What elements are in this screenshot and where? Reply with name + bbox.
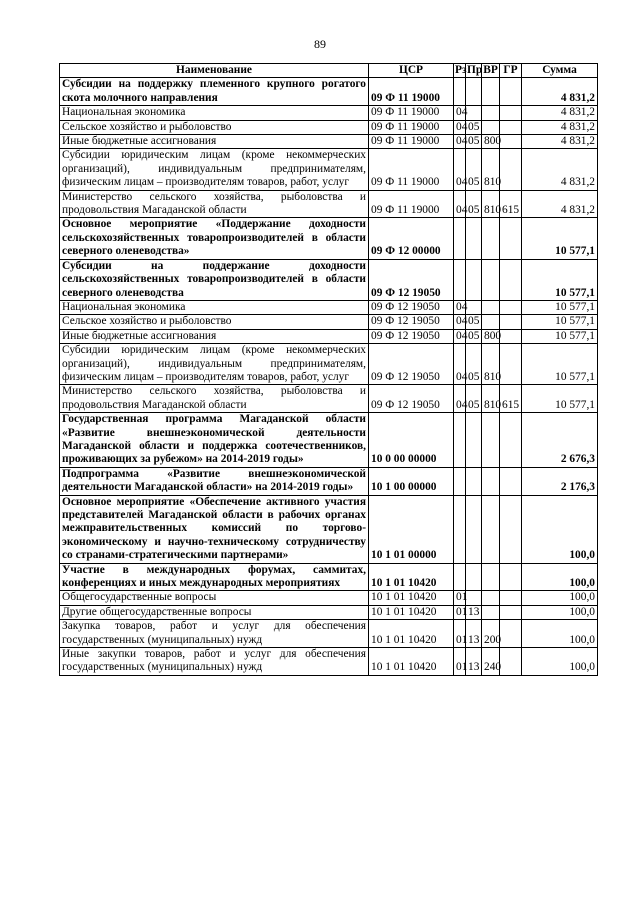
cell-name: Сельское хозяйство и рыболовство	[60, 120, 369, 134]
cell-gr	[500, 413, 522, 468]
cell-pr	[466, 78, 482, 106]
cell-pr	[466, 467, 482, 495]
cell-rz: 04	[454, 149, 466, 190]
table-row	[60, 78, 598, 106]
table-row	[60, 648, 598, 676]
cell-sum: 4 831,2	[522, 106, 598, 120]
cell-gr	[500, 329, 522, 343]
table-row	[60, 135, 598, 149]
budget-table	[59, 63, 598, 676]
header-pr: Пр	[467, 64, 483, 76]
cell-gr	[500, 344, 522, 385]
table-row	[60, 218, 598, 259]
cell-rz: 04	[454, 135, 466, 149]
cell-csr: 10 1 01 10420	[369, 648, 454, 676]
cell-sum: 10 577,1	[522, 259, 598, 300]
cell-pr: 13	[466, 620, 482, 648]
cell-name: Министерство сельского хозяйства, рыболовства и продовольствия Магаданской области	[60, 190, 369, 218]
table-row	[60, 467, 598, 495]
cell-csr: 09 Ф 12 19050	[369, 329, 454, 343]
cell-vr	[482, 591, 500, 605]
cell-gr	[500, 591, 522, 605]
cell-pr	[466, 591, 482, 605]
cell-vr: 800	[482, 135, 500, 149]
table-row	[60, 563, 598, 591]
cell-pr: 13	[466, 605, 482, 619]
cell-rz	[454, 413, 466, 468]
cell-rz: 04	[454, 190, 466, 218]
table-row	[60, 620, 598, 648]
cell-pr: 05	[466, 120, 482, 134]
cell-name: Субсидии юридическим лицам (кроме некоммерческих организаций), индивидуальным предпринимателям, физическим лицам – производителям товаров, работ, услуг	[60, 149, 369, 190]
cell-csr: 10 0 00 00000	[369, 413, 454, 468]
cell-gr	[500, 78, 522, 106]
cell-name: Субсидии на поддержку племенного крупного рогатого скота молочного направления	[60, 78, 369, 106]
cell-vr	[482, 259, 500, 300]
cell-gr	[500, 106, 522, 120]
cell-name: Иные бюджетные ассигнования	[60, 135, 369, 149]
cell-pr: 05	[466, 135, 482, 149]
table-row	[60, 106, 598, 120]
cell-vr: 810	[482, 344, 500, 385]
cell-rz: 04	[454, 106, 466, 120]
cell-name: Министерство сельского хозяйства, рыболовства и продовольствия Магаданской области	[60, 385, 369, 413]
cell-sum: 100,0	[522, 495, 598, 563]
cell-csr: 10 1 01 10420	[369, 563, 454, 591]
cell-name: Субсидии на поддержание доходности сельскохозяйственных товаропроизводителей в области северного оленеводства	[60, 259, 369, 300]
cell-name: Основное мероприятие «Обеспечение активного участия представителей Магаданской области в рабочих органах межправительственных комиссий по торгово-экономическому и научно-техническому сотрудничеству со странами-стратегическими партнерами»	[60, 495, 369, 563]
cell-pr	[466, 259, 482, 300]
cell-name: Закупка товаров, работ и услуг для обеспечения государственных (муниципальных) нужд	[60, 620, 369, 648]
table-row	[60, 315, 598, 329]
cell-gr	[500, 149, 522, 190]
cell-csr: 10 1 00 00000	[369, 467, 454, 495]
cell-gr	[500, 135, 522, 149]
cell-pr: 05	[466, 329, 482, 343]
cell-pr: 05	[466, 190, 482, 218]
cell-sum: 10 577,1	[522, 218, 598, 259]
cell-gr	[500, 648, 522, 676]
cell-name: Другие общегосударственные вопросы	[60, 605, 369, 619]
cell-vr	[482, 106, 500, 120]
cell-sum: 100,0	[522, 591, 598, 605]
cell-name: Основное мероприятие «Поддержание доходности сельскохозяйственных товаропроизводителей в области северного оленеводства»	[60, 218, 369, 259]
table-row	[60, 605, 598, 619]
cell-vr	[482, 563, 500, 591]
cell-name: Государственная программа Магаданской области «Развитие внешнеэкономической деятельности Магаданской области и поддержка соотечественников, проживающих за рубежом» на 2014-2019 годы»	[60, 413, 369, 468]
cell-pr	[466, 218, 482, 259]
cell-vr	[482, 218, 500, 259]
cell-pr: 05	[466, 149, 482, 190]
cell-name: Общегосударственные вопросы	[60, 591, 369, 605]
cell-rz	[454, 78, 466, 106]
cell-vr	[482, 467, 500, 495]
cell-rz: 01	[454, 648, 466, 676]
cell-sum: 4 831,2	[522, 78, 598, 106]
cell-vr	[482, 315, 500, 329]
cell-pr	[466, 495, 482, 563]
cell-sum: 10 577,1	[522, 300, 598, 314]
cell-name: Иные закупки товаров, работ и услуг для обеспечения государственных (муниципальных) нужд	[60, 648, 369, 676]
cell-vr	[482, 495, 500, 563]
cell-rz: 01	[454, 591, 466, 605]
cell-gr	[500, 300, 522, 314]
cell-pr	[466, 300, 482, 314]
cell-csr: 09 Ф 11 19000	[369, 120, 454, 134]
cell-gr	[500, 605, 522, 619]
cell-rz: 04	[454, 329, 466, 343]
cell-sum: 10 577,1	[522, 315, 598, 329]
cell-vr: 800	[482, 329, 500, 343]
table-row	[60, 259, 598, 300]
cell-name: Иные бюджетные ассигнования	[60, 329, 369, 343]
table-row	[60, 300, 598, 314]
cell-csr: 09 Ф 12 19050	[369, 300, 454, 314]
cell-csr: 10 1 01 10420	[369, 591, 454, 605]
table-row	[60, 120, 598, 134]
cell-rz	[454, 563, 466, 591]
page-number: 89	[314, 37, 326, 51]
cell-gr	[500, 467, 522, 495]
header-gr: ГР	[500, 64, 522, 78]
cell-sum: 10 577,1	[522, 385, 598, 413]
cell-vr: 200	[482, 620, 500, 648]
header-row	[60, 64, 598, 78]
cell-vr	[482, 605, 500, 619]
table-row	[60, 591, 598, 605]
cell-gr: 615	[500, 385, 522, 413]
cell-sum: 100,0	[522, 563, 598, 591]
cell-csr: 09 Ф 12 00000	[369, 218, 454, 259]
cell-gr	[500, 563, 522, 591]
cell-rz: 04	[454, 300, 466, 314]
cell-name: Субсидии юридическим лицам (кроме некоммерческих организаций), индивидуальным предпринимателям, физическим лицам – производителям товаров, работ, услуг	[60, 344, 369, 385]
cell-csr: 09 Ф 11 19000	[369, 149, 454, 190]
cell-sum: 4 831,2	[522, 120, 598, 134]
cell-gr	[500, 218, 522, 259]
cell-pr	[466, 413, 482, 468]
cell-csr: 09 Ф 11 19000	[369, 135, 454, 149]
cell-vr: 810	[482, 149, 500, 190]
cell-csr: 09 Ф 12 19050	[369, 259, 454, 300]
cell-csr: 10 1 01 00000	[369, 495, 454, 563]
cell-csr: 09 Ф 11 19000	[369, 78, 454, 106]
cell-rz: 04	[454, 120, 466, 134]
cell-rz: 01	[454, 605, 466, 619]
cell-pr	[466, 106, 482, 120]
cell-pr: 05	[466, 344, 482, 385]
cell-vr	[482, 413, 500, 468]
cell-vr: 810	[482, 190, 500, 218]
cell-gr	[500, 120, 522, 134]
header-csr: ЦСР	[369, 64, 454, 78]
cell-gr	[500, 620, 522, 648]
cell-sum: 4 831,2	[522, 135, 598, 149]
header-sum: Сумма	[522, 64, 598, 78]
cell-rz	[454, 495, 466, 563]
table-row	[60, 495, 598, 563]
table-row	[60, 413, 598, 468]
cell-pr: 05	[466, 315, 482, 329]
cell-name: Национальная экономика	[60, 106, 369, 120]
cell-rz: 01	[454, 620, 466, 648]
cell-gr: 615	[500, 190, 522, 218]
cell-csr: 09 Ф 12 19050	[369, 385, 454, 413]
cell-sum: 100,0	[522, 648, 598, 676]
table-row	[60, 149, 598, 190]
cell-csr: 09 Ф 11 19000	[369, 106, 454, 120]
table-row	[60, 329, 598, 343]
table-row	[60, 190, 598, 218]
cell-csr: 10 1 01 10420	[369, 620, 454, 648]
cell-sum: 100,0	[522, 620, 598, 648]
cell-vr: 240	[482, 648, 500, 676]
cell-sum: 100,0	[522, 605, 598, 619]
cell-sum: 10 577,1	[522, 344, 598, 385]
cell-csr: 09 Ф 12 19050	[369, 344, 454, 385]
cell-name: Подпрограмма «Развитие внешнеэкономической деятельности Магаданской области» на 2014-2019 годы»	[60, 467, 369, 495]
cell-name: Национальная экономика	[60, 300, 369, 314]
cell-csr: 09 Ф 11 19000	[369, 190, 454, 218]
cell-csr: 10 1 01 10420	[369, 605, 454, 619]
cell-pr: 05	[466, 385, 482, 413]
cell-name: Участие в международных форумах, саммитах, конференциях и иных международных мероприятиях	[60, 563, 369, 591]
cell-rz: 04	[454, 344, 466, 385]
cell-sum: 2 176,3	[522, 467, 598, 495]
cell-gr	[500, 315, 522, 329]
table-body	[60, 78, 598, 675]
header-vr: ВР	[483, 64, 498, 76]
cell-rz	[454, 259, 466, 300]
cell-csr: 09 Ф 12 19050	[369, 315, 454, 329]
cell-vr	[482, 78, 500, 106]
table-row	[60, 385, 598, 413]
cell-pr: 13	[466, 648, 482, 676]
cell-gr	[500, 495, 522, 563]
table-row	[60, 344, 598, 385]
cell-vr: 810	[482, 385, 500, 413]
cell-sum: 4 831,2	[522, 149, 598, 190]
cell-pr	[466, 563, 482, 591]
header-name: Наименование	[60, 64, 369, 78]
cell-vr	[482, 120, 500, 134]
cell-name: Сельское хозяйство и рыболовство	[60, 315, 369, 329]
cell-rz: 04	[454, 385, 466, 413]
cell-rz	[454, 467, 466, 495]
header-rz: Рз	[455, 64, 467, 76]
cell-sum: 4 831,2	[522, 190, 598, 218]
cell-sum: 2 676,3	[522, 413, 598, 468]
cell-sum: 10 577,1	[522, 329, 598, 343]
cell-rz	[454, 218, 466, 259]
cell-vr	[482, 300, 500, 314]
cell-rz: 04	[454, 315, 466, 329]
cell-gr	[500, 259, 522, 300]
